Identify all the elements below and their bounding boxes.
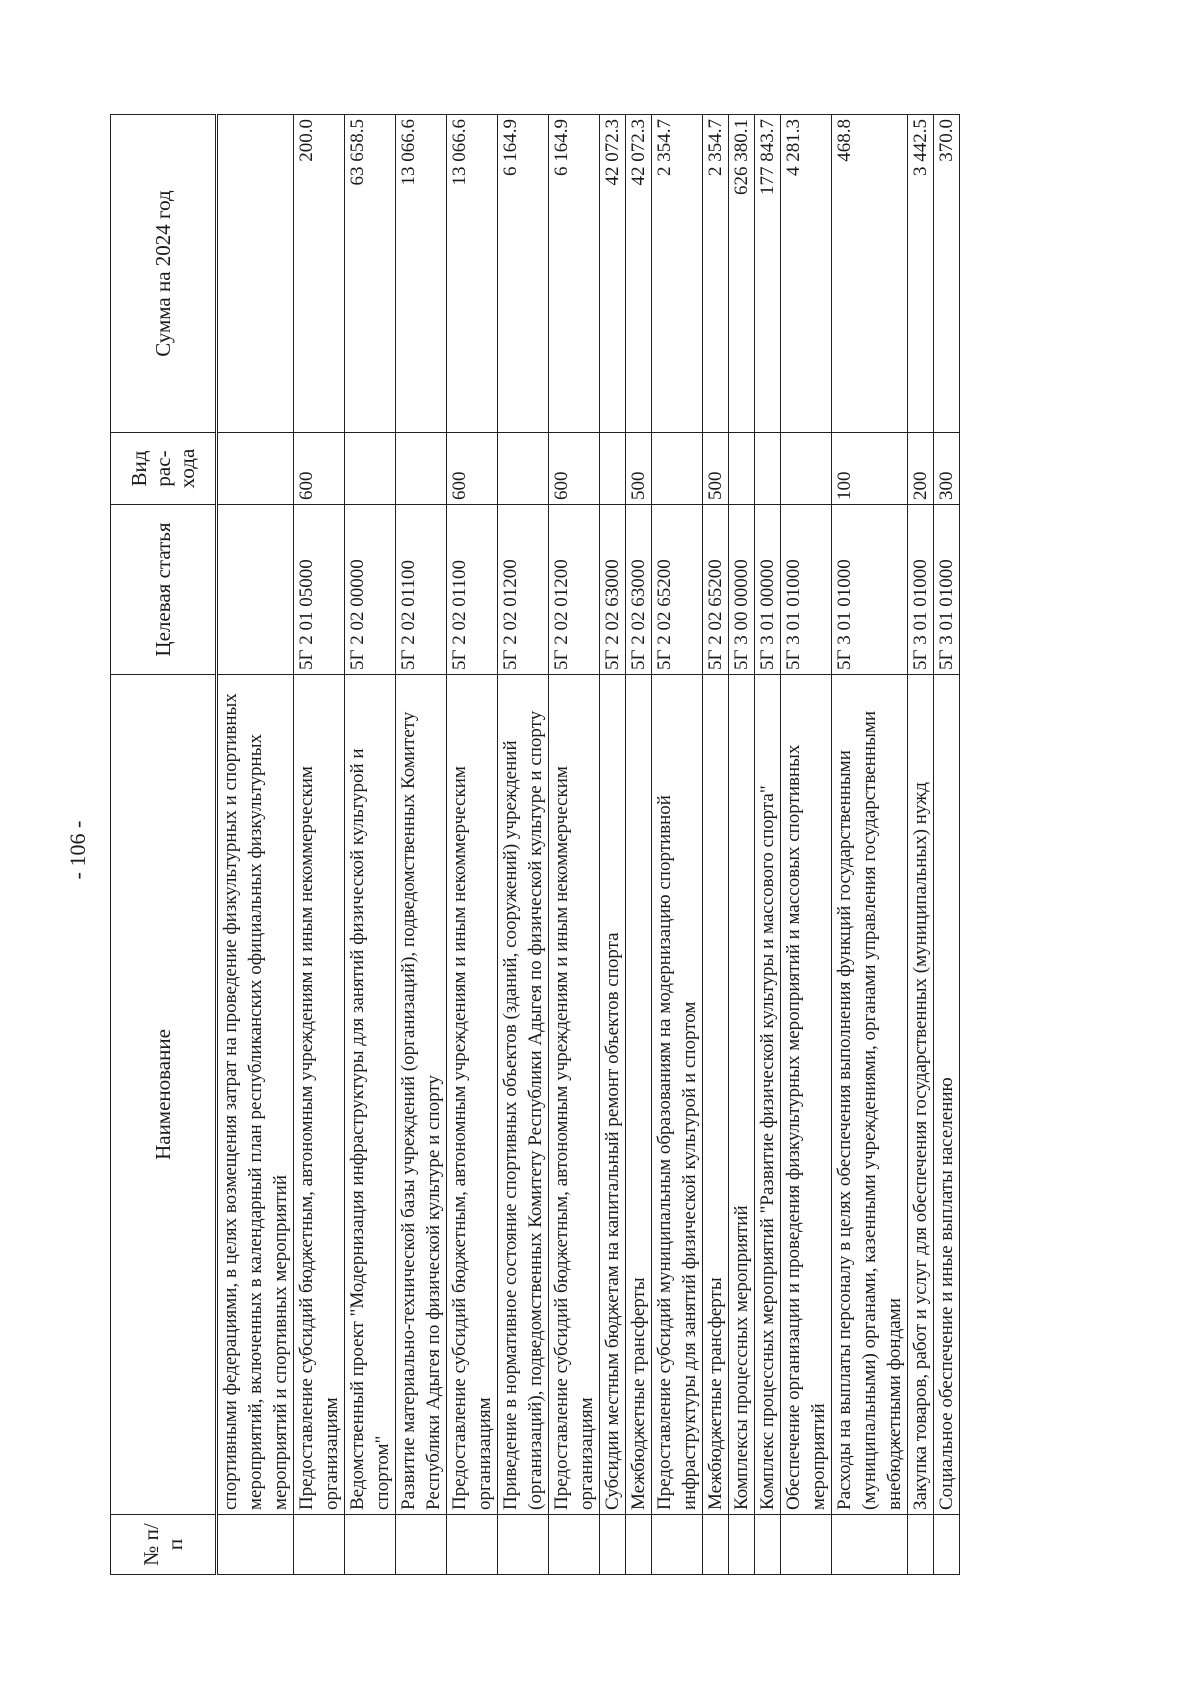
row-sum: 6 164.9 [549,115,600,433]
row-code: 5Г 2 02 65200 [703,505,729,675]
row-name: Предоставление субсидий муниципальным образованиям на модернизацию спортивной инфраструктуры для занятий физической культурой и спортом [652,675,703,1515]
row-num [600,1515,626,1575]
row-type [396,433,447,505]
row-code: 5Г 2 02 01200 [498,505,549,675]
row-name: Комплекс процессных мероприятий "Развитие физической культуры и массового спорта" [755,675,781,1515]
row-name: спортивными федерациями, в целях возмещения затрат на проведение физкультурных и спортивных мероприятий, включенных в календарный план республиканских официальных физкультурных мероприятий и спортивных мероприятий [217,675,294,1515]
row-num [396,1515,447,1575]
row-name: Комплексы процессных мероприятий [729,675,755,1515]
row-num [447,1515,498,1575]
row-num [345,1515,396,1575]
table-row [498,115,549,1575]
row-code: 5Г 2 01 05000 [294,505,345,675]
row-num [549,1515,600,1575]
row-num [703,1515,729,1575]
row-num [498,1515,549,1575]
row-sum: 6 164.9 [498,115,549,433]
row-num [217,1515,294,1575]
row-type [652,433,703,505]
row-name: Субсидии местным бюджетам на капитальный ремонт объектов спорта [600,675,626,1515]
row-type [755,433,781,505]
table-row [345,115,396,1575]
header-code: Целевая статья [111,505,217,675]
row-num [781,1515,832,1575]
table-row [217,115,294,1575]
row-type: 200 [908,433,934,505]
row-sum [217,115,294,433]
row-type: 600 [549,433,600,505]
row-name: Межбюджетные трансферты [626,675,652,1515]
table-row [626,115,652,1575]
budget-table [110,114,960,1575]
row-type [217,433,294,505]
table-row [294,115,345,1575]
row-name: Приведение в нормативное состояние спортивных объектов (зданий, сооружений) учреждений (организаций), подведомственных Комитету Республики Адыгея по физической культуре и спорту [498,675,549,1515]
table-body [217,115,960,1575]
row-name: Предоставление субсидий бюджетным, автономным учреждениям и иным некоммерческим организациям [294,675,345,1515]
row-name: Закупка товаров, работ и услуг для обеспечения государственных (муниципальных) нужд [908,675,934,1515]
row-sum: 370.0 [934,115,960,433]
row-type: 600 [447,433,498,505]
page-number: - 106 - [65,820,90,880]
row-type: 600 [294,433,345,505]
row-sum: 13 066.6 [396,115,447,433]
row-type: 100 [832,433,908,505]
row-code: 5Г 2 02 01100 [396,505,447,675]
row-sum: 2 354.7 [652,115,703,433]
row-num [934,1515,960,1575]
row-num [908,1515,934,1575]
row-num [652,1515,703,1575]
row-name: Межбюджетные трансферты [703,675,729,1515]
row-sum: 42 072.3 [626,115,652,433]
row-code: 5Г 3 01 01000 [781,505,832,675]
table-row [600,115,626,1575]
row-type: 500 [626,433,652,505]
header-type: Вид рас-хода [111,433,217,505]
row-name: Ведомственный проект "Модернизация инфраструктуры для занятий физической культурой и спортом" [345,675,396,1515]
row-code: 5Г 2 02 63000 [600,505,626,675]
row-code: 5Г 3 01 01000 [908,505,934,675]
row-sum: 4 281.3 [781,115,832,433]
header-name: Наименование [111,675,217,1515]
table-row [832,115,908,1575]
row-name: Предоставление субсидий бюджетным, автономным учреждениям и иным некоммерческим организациям [447,675,498,1515]
table-row [729,115,755,1575]
row-type: 300 [934,433,960,505]
row-num [729,1515,755,1575]
row-code: 5Г 3 01 01000 [832,505,908,675]
row-num [294,1515,345,1575]
table-row [447,115,498,1575]
row-code: 5Г 3 01 01000 [934,505,960,675]
row-sum: 42 072.3 [600,115,626,433]
row-name: Социальное обеспечение и иные выплаты населению [934,675,960,1515]
row-sum: 63 658.5 [345,115,396,433]
row-code: 5Г 2 02 63000 [626,505,652,675]
header-sum: Сумма на 2024 год [111,115,217,433]
row-num [626,1515,652,1575]
rotated-table-container [110,115,1070,1575]
table-row [703,115,729,1575]
row-sum: 177 843.7 [755,115,781,433]
row-type [781,433,832,505]
row-code: 5Г 2 02 00000 [345,505,396,675]
table-row [781,115,832,1575]
table-row [908,115,934,1575]
row-name: Предоставление субсидий бюджетным, автономным учреждениям и иным некоммерческим организациям [549,675,600,1515]
row-code: 5Г 3 00 00000 [729,505,755,675]
header-num: № п/п [111,1515,217,1575]
table-row [755,115,781,1575]
table-row [934,115,960,1575]
table-row [549,115,600,1575]
row-code [217,505,294,675]
row-code: 5Г 3 01 00000 [755,505,781,675]
row-sum: 3 442.5 [908,115,934,433]
table-header-row [111,115,217,1575]
row-num [755,1515,781,1575]
row-code: 5Г 2 02 65200 [652,505,703,675]
row-name: Обеспечение организации и проведения физкультурных мероприятий и массовых спортивных мероприятий [781,675,832,1515]
row-type [345,433,396,505]
row-type [498,433,549,505]
row-code: 5Г 2 02 01200 [549,505,600,675]
row-sum: 13 066.6 [447,115,498,433]
row-sum: 2 354.7 [703,115,729,433]
row-sum: 200.0 [294,115,345,433]
row-name: Развитие материально-технической базы учреждений (организаций), подведомственных Комитету Республики Адыгея по физической культуре и спорту [396,675,447,1515]
row-type [600,433,626,505]
row-type: 500 [703,433,729,505]
table-row [652,115,703,1575]
row-sum: 626 380.1 [729,115,755,433]
row-sum: 468.8 [832,115,908,433]
row-name: Расходы на выплаты персоналу в целях обеспечения выполнения функций государственными (муниципальными) органами, казенными учреждениями, органами управления государственными внебюджетными фондами [832,675,908,1515]
row-code: 5Г 2 02 01100 [447,505,498,675]
row-num [832,1515,908,1575]
row-type [729,433,755,505]
table-row [396,115,447,1575]
